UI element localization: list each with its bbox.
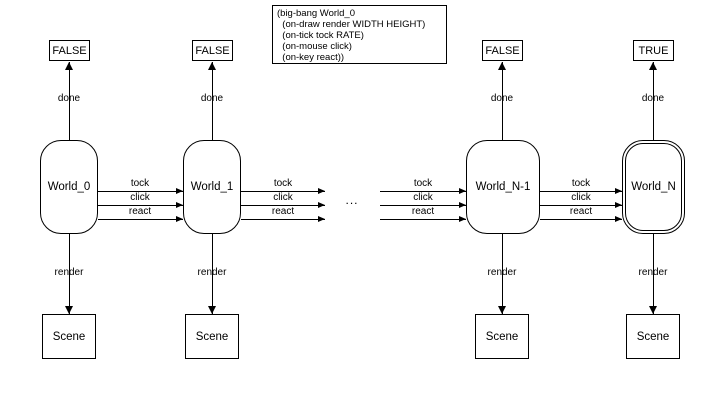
done-arrowhead-up: [649, 62, 657, 70]
transition-arrowhead: [459, 188, 466, 194]
code-line: (on-key react)): [277, 52, 345, 63]
scene-box: Scene: [475, 314, 529, 359]
render-arrowhead-down: [208, 306, 216, 314]
code-line: (on-draw render WIDTH HEIGHT): [277, 19, 426, 30]
code-line: (on-tick tock RATE): [277, 30, 364, 41]
code-line: (on-mouse click): [277, 41, 352, 52]
scene-box: Scene: [626, 314, 680, 359]
transition-label-react: react: [411, 206, 435, 217]
world-label: World_N-1: [475, 181, 531, 193]
world-label: World_0: [47, 181, 91, 193]
transition-label-click: click: [571, 192, 591, 203]
transition-arrowhead: [459, 202, 466, 208]
transition-arrowhead: [176, 202, 183, 208]
code-line: (big-bang World_0: [277, 8, 355, 19]
transition-label-click: click: [413, 192, 433, 203]
transition-arrowhead: [615, 216, 622, 222]
world-node-final: [622, 140, 685, 234]
transition-arrowhead: [318, 188, 325, 194]
render-arrowhead-down: [649, 306, 657, 314]
transition-label-react: react: [569, 206, 593, 217]
done-result-box: FALSE: [49, 40, 90, 61]
transition-line: [98, 219, 183, 220]
transition-line: [241, 219, 325, 220]
done-label: done: [490, 93, 514, 104]
transition-arrowhead: [615, 202, 622, 208]
transition-label-click: click: [130, 192, 150, 203]
render-label: render: [638, 267, 668, 278]
transition-label-tock: tock: [273, 178, 293, 189]
ellipsis-label: ...: [345, 193, 359, 207]
done-result-box: FALSE: [192, 40, 233, 61]
transition-label-react: react: [128, 206, 152, 217]
render-arrowhead-down: [65, 306, 73, 314]
transition-arrowhead: [615, 188, 622, 194]
transition-line: [540, 219, 622, 220]
done-arrowhead-up: [498, 62, 506, 70]
render-label: render: [54, 267, 84, 278]
transition-label-react: react: [271, 206, 295, 217]
transition-arrowhead: [459, 216, 466, 222]
done-label: done: [641, 93, 665, 104]
render-label: render: [197, 267, 227, 278]
transition-arrowhead: [176, 216, 183, 222]
world-label: World_N: [631, 181, 676, 193]
transition-label-click: click: [273, 192, 293, 203]
world-node: [183, 140, 241, 234]
transition-arrowhead: [176, 188, 183, 194]
transition-arrowhead: [318, 216, 325, 222]
render-label: render: [487, 267, 517, 278]
transition-arrowhead: [318, 202, 325, 208]
done-arrowhead-up: [65, 62, 73, 70]
transition-label-tock: tock: [413, 178, 433, 189]
scene-box: Scene: [42, 314, 96, 359]
world-label: World_1: [190, 181, 234, 193]
transition-line: [380, 219, 466, 220]
big-bang-code-box: [272, 5, 447, 64]
world-node: [40, 140, 98, 234]
done-result-box: TRUE: [633, 40, 674, 61]
done-label: done: [57, 93, 81, 104]
transition-label-tock: tock: [130, 178, 150, 189]
done-label: done: [200, 93, 224, 104]
done-result-box: FALSE: [482, 40, 523, 61]
scene-box: Scene: [185, 314, 239, 359]
render-arrowhead-down: [498, 306, 506, 314]
world-node: [466, 140, 540, 234]
done-arrowhead-up: [208, 62, 216, 70]
transition-label-tock: tock: [571, 178, 591, 189]
